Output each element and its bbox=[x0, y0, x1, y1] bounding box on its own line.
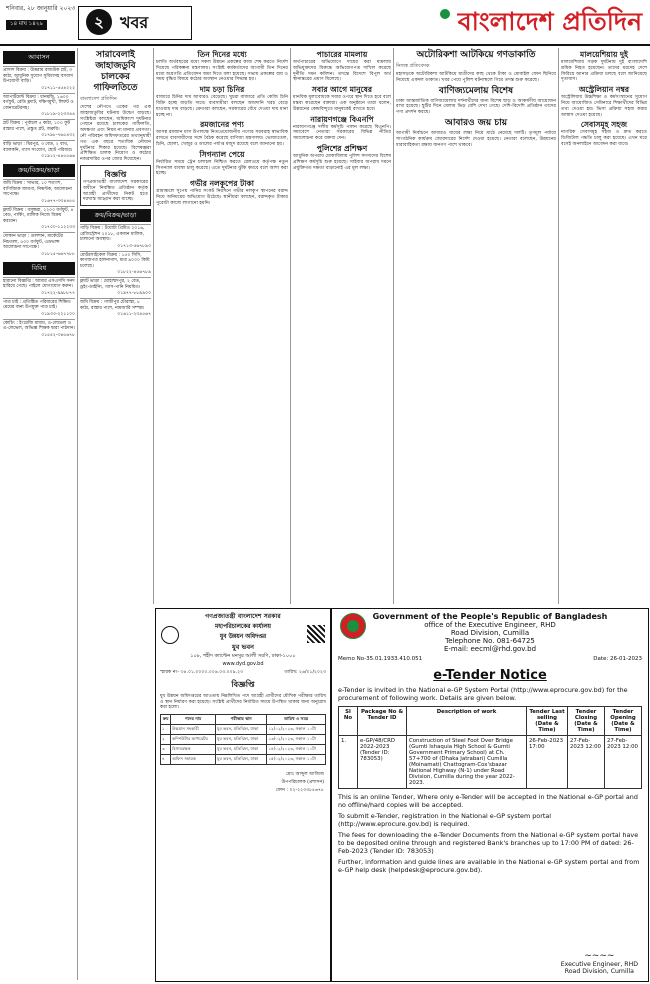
signatory-place: Road Division, Cumilla bbox=[564, 968, 634, 975]
notice-title: বিজ্ঞপ্তি bbox=[104, 169, 127, 179]
notice-paragraph: The fees for downloading the e-Tender Documents from the National e-GP system portal have to be deposited online through and registered Bank's branches up to 17:00 PM of dated: 26-Feb-2023 (Tender ID: 783053) bbox=[338, 831, 639, 855]
classified-ad: প্রাসাদ বিক্রয় : উত্তরায় রাজউক প্লট, ৩ কাঠা, আধুনিক সুযোগ সুবিধাসহ বসবাস উপযোগী বাড়ি। ০১৭১১-৫৫৪২২২ bbox=[3, 68, 75, 91]
notice-paragraph: This is an online Tender, Where only e-Tender will be accepted in the National e-GP portal and no offline/hard copies will be accepted. bbox=[338, 793, 638, 809]
news-column-6 bbox=[561, 48, 647, 604]
news-column-3 bbox=[156, 48, 288, 604]
classified-ad: দোকান ভাড়া : গুলশান, মার্কেটের নিচতলা, ৫০০ বর্গফুট, এডভান্স আলোচনা সাপেক্ষে। ০১৮১৫-৬৬৭৭৮৮ bbox=[3, 234, 75, 257]
notice-paragraph: To submit e-Tender, registration in the National e-GP system portal (http://www.eprocure.gov.bd) is required. bbox=[338, 812, 552, 828]
memo-line bbox=[332, 653, 648, 665]
table-header-row: Sl No Package No & Tender ID Description of work Tender Last selling (Date & Time) Tender Closing (Date & Time) Tender Opening (Date & Time) bbox=[339, 707, 642, 736]
government-seal-icon bbox=[161, 626, 179, 644]
classified-ad: প্লট বিক্রয় : পূর্বাচল ৫ কাঠা, ১০০ ফুট রাস্তার পাশে, প্রস্তুত প্লট, জরুরি। ০১৭৯৮-৭৬৫৪৩২ bbox=[3, 121, 75, 138]
notice-box bbox=[80, 165, 151, 206]
notice-line: Government of the People's Republic of Bangladesh bbox=[372, 612, 608, 621]
notice-title: e-Tender Notice bbox=[433, 668, 547, 683]
article-body: দেশের নৌপথে একের পর এক জাহাজডুবির ঘটনায় উদ্বেগ বাড়ছে। সংশ্লিষ্টরা বলছেন, অধিকাংশ দুর্ঘটনার পেছনে রয়েছে চালকের গাফিলতি, অদক্ষতা এবং নিয়ম না মানার প্রবণতা। নৌ পরিবহন অধিদফতরের তথ্যানুযায়ী গত এক বছরে শতাধিক নৌযান দুর্ঘটনার শিকার হয়েছে। বিশেষজ্ঞরা প্রশিক্ষিত চালক নিয়োগ ও কঠোর নজরদারির ওপর জোর দিয়েছেন। bbox=[80, 105, 151, 163]
news-column-5 bbox=[396, 48, 556, 604]
notice-paragraph: Further, information and guide lines are available in the National e-GP system portal and from e-GP help desk (helpdesk@eprocure.gov.bd). bbox=[338, 858, 640, 874]
notice-email: E-mail: eecml@rhd.gov.bd bbox=[443, 645, 537, 653]
signatory-name: মোঃ আব্দুল আজিজ bbox=[285, 771, 324, 777]
classified-heading: আবাসন bbox=[3, 51, 75, 64]
article-headline: অস্ট্রেলিয়ান নম্বর bbox=[578, 85, 630, 95]
table-row: ২ কম্পিউটার অপারেটর যুব ভবন, মতিঝিল, ঢাকা ১৩/০২/২০২৩, সকাল ১০টা bbox=[161, 734, 326, 744]
notice-intro: e-Tender is invited in the National e-GP System Portal (http://www.eprocure.gov.bd) for the procurement of following work. Details are given below. bbox=[338, 686, 628, 702]
memo-line bbox=[156, 667, 330, 677]
column-divider bbox=[393, 48, 394, 604]
masthead: বাংলাদেশ প্রতিদিন bbox=[457, 7, 642, 36]
article-headline: সারাবেলাই জাহাজডুবি চালকের গাফিলতিতে bbox=[93, 50, 138, 93]
notice-line: Telephone No. 081-64725 bbox=[445, 637, 535, 645]
article-body: বাজারে চিনির দাম আবারও বেড়েছে। খুচরা বাজারে প্রতি কেজি চিনি বিক্রি হচ্ছে বাড়তি দামে। ব্যবসায়ীরা বলছেন আমদানি খরচ বেড়ে যাওয়ায় দাম বাড়ছে। ক্রেতারা বলছেন, সরকারের বেঁধে দেওয়া দাম মানা হচ্ছে না। bbox=[156, 95, 288, 118]
notice-signature bbox=[561, 951, 638, 975]
article-headline: সেবাসমূহ সহজ bbox=[580, 120, 628, 130]
classified-ad: ফ্ল্যাট ভাড়া : মোহাম্মদপুর, ২ বেড, ড্রইং-ডাইনিং, গ্যাস-পানি নিয়মিত। ০১৯৭৭-৮৮৯৯০০ bbox=[80, 279, 151, 297]
article-headline: দাম চড়া চিনির bbox=[199, 85, 245, 95]
table-row: ১ উচ্চমান সহকারী যুব ভবন, মতিঝিল, ঢাকা ১২/০২/২০২৩, সকাল ১০টা bbox=[161, 724, 326, 734]
masthead-logo-icon bbox=[440, 9, 450, 19]
article-headline: সবার আগে মানুষের bbox=[311, 85, 373, 95]
classified-heading: বিবিধ bbox=[3, 262, 75, 275]
etender-notice-ad bbox=[331, 608, 649, 982]
memo-date: Date: 26-01-2023 bbox=[593, 656, 642, 662]
notice-body: যুব উন্নয়ন অধিদপ্তরের আওতায় নিম্নলিখিত পদে আগ্রহী প্রার্থীদের মৌখিক পরীক্ষার তারিখ ও স্থান নির্ধারণ করা হয়েছে। সংশ্লিষ্ট প্রার্থীদের নির্ধারিত সময়ে উপস্থিত থাকার জন্য অনুরোধ করা হলো। bbox=[160, 694, 326, 711]
signature-mark-icon: ~~~~ bbox=[584, 951, 615, 961]
notice-line: office of the Executive Engineer, RHD bbox=[424, 621, 556, 629]
notice-line: যুব উন্নয়ন অধিদপ্তর bbox=[219, 634, 267, 640]
signatory-title: Executive Engineer, RHD bbox=[560, 961, 638, 968]
article-body: আগামী নির্বাচনে আবারও জয়ের লক্ষ্য নিয়ে মাঠে নেমেছে দলটি। তৃণমূল পর্যায়ে সাংগঠনিক কার্যক্রম জোরদারের নির্দেশ দেওয়া হয়েছে। নেতারা বলেছেন, উন্নয়নের ধারাবাহিকতা রক্ষায় জনগণ পাশে থাকবে। bbox=[396, 130, 556, 148]
classified-ad: অ্যাপার্টমেন্ট বিক্রয় : ধানমন্ডি, ১৬০০ বর্গফুট, রেডি ফ্ল্যাট, দক্ষিণমুখী, লিফট ও জেনারেটরসহ। ০১৮১৯-২২৩৩৪৪ bbox=[3, 94, 75, 117]
article-body: মহাসড়কে অটোরিকশা আটকিয়ে যাত্রীদের কাছ থেকে টাকা ও মোবাইল ফোন ছিনিয়ে নিয়েছে একদল ডাকাত। খবর পেয়ে পুলিশ ঘটনাস্থলে গিয়ে তদন্ত শুরু করেছে। bbox=[396, 72, 556, 83]
memo-date: তারিখ: ২৬/০১/২০২৩ bbox=[284, 670, 326, 675]
article-body: অর্থপাচারের অভিযোগে দায়ের করা মামলায় অভিযুক্তদের বিরুদ্ধে অভিযোগপত্র দাখিল করেছে দুর্নীতি দমন কমিশন। তদন্তে বিদেশে বিপুল অর্থ স্থানান্তরের প্রমাণ মিলেছে। bbox=[293, 60, 391, 83]
notice-line: যুব ভবন bbox=[232, 643, 254, 651]
table-row: ৩ হিসাবরক্ষক যুব ভবন, মতিঝিল, ঢাকা ১৪/০২/২০২৩, সকাল ১০টা bbox=[161, 744, 326, 754]
notice-line: মহাপরিচালকের কার্যালয় bbox=[215, 624, 271, 630]
article-headline: রমজানের পণ্য bbox=[200, 120, 244, 130]
classified-ad: জমি বিক্রয় : সাভার, ১০ শতাংশ, বাণিজ্যিক জায়গা, নিষ্কণ্টক, আলোচনা সাপেক্ষে। ০১৬৭৭-৩৩৪৪৫৫ bbox=[3, 181, 75, 204]
article-body: চলতি অর্থবছরের মধ্যে সকল উন্নয়ন প্রকল্পের কাজ শেষ করতে নির্দেশ দিয়েছে পরিকল্পনা মন্ত্রণালয়। সংশ্লিষ্ট কর্মকর্তাদের আগামী তিন দিনের মধ্যে অগ্রগতি প্রতিবেদন জমা দিতে বলা হয়েছে। সভায় প্রকল্পের ব্যয় ও সময় বৃদ্ধির বিষয়ে কঠোর অবস্থান নেওয়ার সিদ্ধান্ত হয়। bbox=[156, 60, 288, 83]
article-body: অস্ট্রেলিয়ায় উচ্চশিক্ষা ও কর্মসংস্থানের সুযোগ নিয়ে আয়োজিত সেমিনারে শিক্ষার্থীদের বিভিন্ন তথ্য দেওয়া হয়। ভিসা প্রক্রিয়া সহজ করার আশ্বাস দেওয়া হয়েছে। bbox=[561, 95, 647, 118]
article-headline: তিন দিনের মধ্যে bbox=[197, 50, 247, 59]
notice-table bbox=[160, 714, 326, 765]
classifieds-column bbox=[3, 48, 75, 980]
classified-ad: পাত্র চাই : প্রতিষ্ঠিত পরিবারের শিক্ষিত মেয়ের জন্য উপযুক্ত পাত্র চাই। ০১৯৩৩-২২১১০০ bbox=[3, 299, 75, 317]
table-row: 1. e-GP/48/CRD 2022-2023 (Tender ID: 783053) Construction of Steel Foot Over Bridge (Gumti Ishaquia High School & Gumti Government Primary School) at Ch. 57+700 of (Dhaka Jatrabari) Cumilla (Moinamati) Chattogram-Cox'sbazar National Highway (N-1) under Road Division, Cumilla during the year 2022-2023. 26-Feb-2023 17:00 27-Feb-2023 12:00 27-Feb-2023 12:00 bbox=[339, 736, 642, 789]
notice-line: Road Division, Cumilla bbox=[450, 629, 530, 637]
article-body: মালয়েশিয়ায় সড়ক দুর্ঘটনায় দুই বাংলাদেশি শ্রমিক নিহত হয়েছেন। তাদের মরদেহ দেশে ফিরিয়ে আনার প্রক্রিয়া চলছে বলে জানিয়েছে দূতাবাস। bbox=[561, 60, 647, 83]
bangladesh-emblem-icon bbox=[340, 613, 366, 639]
article-byline: বাংলাদেশ প্রতিদিন bbox=[80, 96, 117, 102]
column-divider bbox=[77, 48, 78, 980]
classified-ad: মোটরসাইকেল বিক্রয় : ১৫০ সিসি, কাগজপত্র হালনাগাদ, মাত্র ৯০০০ কিমি চলেছে। ০১৮২২-৪৫৬৭৮৯ bbox=[80, 252, 151, 276]
column-divider bbox=[153, 48, 154, 604]
publication-date: শনিবার, ২৮ জানুয়ারি ২০২৩ bbox=[6, 5, 76, 12]
article-headline: পাচারের মামলায় bbox=[316, 50, 368, 59]
classified-ad: ফ্ল্যাট বিক্রয় : বসুন্ধরা, ২২০০ বর্গফুট, ৪ বেড, পার্কিং, মালিক নিজে বিক্রয় করবেন। ০১৭০০-১১২২৩৩ bbox=[3, 207, 75, 230]
classified-ad: গাড়ি বিক্রয় : টয়োটা প্রিমিও ২০১৬, রেজিস্ট্রেশন ২০১৮, একজন মালিক, চালানো অবস্থায়। ০১৭১৩-৫৬৭৮৯০ bbox=[80, 226, 151, 249]
article-headline: গভীর নলকূপের টাকা bbox=[189, 179, 254, 189]
column-divider bbox=[558, 48, 559, 604]
article-headline: আবারও জয় চায় bbox=[444, 117, 508, 128]
notice-website: www.dyd.gov.bd bbox=[222, 661, 264, 667]
signatory-phone: ফোন : ০২-২২৩৩৮৫৬৭৮ bbox=[275, 787, 324, 793]
notice-body: গণপ্রজাতন্ত্রী বাংলাদেশ সরকারের অধীনে নিবন্ধিত প্রতিষ্ঠান কর্তৃক আগ্রহী প্রার্থীদের নিকট হতে দরখাস্ত আহ্বান করা যাচ্ছে। bbox=[83, 179, 148, 203]
news-column-2 bbox=[80, 48, 151, 980]
table-header-row: ক্রম পদের নাম পরীক্ষার স্থান তারিখ ও সময় bbox=[161, 714, 326, 724]
classified-ad: কোচিং : ইংরেজি মাধ্যম, ও-লেভেল ও এ-লেভেল, অভিজ্ঞ শিক্ষক দ্বারা পাঠদান। ০১৫৫২-৩৪৫৬৭৮ bbox=[3, 320, 75, 338]
section-title: খবর bbox=[120, 13, 149, 32]
article-body: ঢাকা আন্তর্জাতিক বাণিজ্যমেলায় দর্শনার্থীদের জন্য বিশেষ ছাড় ও আকর্ষণীয় আয়োজন রাখা হয়েছে। ছুটির দিনে মেলায় ভিড় বেশি দেখা গেছে। দেশি-বিদেশি প্রতিষ্ঠান তাদের পণ্য প্রদর্শন করছে। bbox=[396, 98, 556, 116]
section-number: ২ bbox=[86, 9, 112, 35]
article-body: আসন্ন রমজান মাস উপলক্ষে নিত্যপ্রয়োজনীয় পণ্যের সরবরাহ স্বাভাবিক রাখতে ব্যবসায়ীদের সঙ্গে বৈঠক করেছে বাণিজ্য মন্ত্রণালয়। ভোজ্যতেল, চিনি, ছোলা, খেজুর ও ডালের পর্যাপ্ত মজুদ রয়েছে বলে জানানো হয়। bbox=[156, 130, 288, 147]
classified-ad: হারানো বিজ্ঞপ্তি : আমার এসএসসি সনদ হারিয়ে গেছে। পাইলে যোগাযোগ করুন। ০১৭২২-৯৯৮৮৭৭ bbox=[3, 278, 75, 296]
notice-title: বিজ্ঞপ্তি bbox=[231, 680, 255, 689]
article-body: নাগরিক সেবাসমূহ সহজ ও দ্রুত করতে ডিজিটাল পদ্ধতি চালু করা হয়েছে। এখন ঘরে বসেই অনলাইনে আবেদন করা যাবে। bbox=[561, 130, 647, 147]
classified-ad: বাড়ি ভাড়া : মিরপুর, ৩ বেড, ২ বাথ, ব্যালকনি, গ্যাস সংযোগ, ছোট পরিবার। ০১৯১২-৪৪৫৫৬৬ bbox=[3, 142, 75, 159]
news-column-4 bbox=[293, 48, 391, 604]
memo-number: Memo No-35.01.1933.410.051 bbox=[338, 656, 423, 662]
classified-heading: ক্রয়/বিক্রয়/ভাড়া bbox=[80, 209, 151, 222]
column-divider bbox=[290, 48, 291, 604]
date-tag: ১৪ মাঘ ১৪২৯ bbox=[6, 20, 47, 30]
article-headline: অটোরিকশা আটকিয়ে গণডাকাতি bbox=[416, 50, 536, 60]
memo-number: স্মারক নং- ৩৪.০১.০০০০.০০৬.০৩.০০৯.২৩ bbox=[160, 670, 244, 675]
classified-heading: ক্রয়/বিক্রয়/ভাড়া bbox=[3, 164, 75, 177]
notice-line: ১০৮, শহীদ ক্যাপ্টেন মনসুর আলী সরণি, ঢাকা-১০০০ bbox=[190, 653, 296, 659]
notice-signature bbox=[156, 768, 330, 796]
qr-code-icon bbox=[307, 625, 325, 643]
article-headline: নারায়ণগঞ্জে বিএনপি bbox=[310, 114, 374, 124]
page-header bbox=[0, 0, 650, 46]
article-body: নির্ধারিত সময়ে ট্রেন চলাচল নিশ্চিত করতে রেলওয়ে কর্তৃপক্ষ নতুন সিগন্যাল ব্যবস্থা চালু করেছে। এতে দুর্ঘটনার ঝুঁকি কমবে বলে আশা করা হচ্ছে। bbox=[156, 159, 288, 177]
article-headline: সিগন্যাল পেয়ে bbox=[199, 149, 245, 159]
article-body: গ্রামাঞ্চলে সুপেয় পানির সংকট নিরসনে গভীর নলকূপ স্থাপনের বরাদ্দ নিয়ে অনিয়মের অভিযোগ উঠেছে। স্থানীয়রা বলছেন, বরাদ্দকৃত টাকার পুরোটা কাজে লাগানো হয়নি। bbox=[156, 189, 288, 206]
article-body: মানবিক মূল্যবোধকে সবার ওপরে স্থান দিতে হবে বলে মন্তব্য করেছেন বক্তারা। এক অনুষ্ঠানে তারা বলেন, উন্নয়নের কেন্দ্রবিন্দুতে মানুষকেই রাখতে হবে। bbox=[293, 95, 391, 112]
signatory-title: উপপরিচালক (প্রশাসন) bbox=[281, 779, 324, 785]
article-headline: পুলিশের প্রশিক্ষণ bbox=[316, 143, 368, 153]
classified-ad: জমি বিক্রয় : গাজীপুর চৌরাস্তা, ৮ কাঠা, রাস্তার পাশে, নামজারি সম্পন্ন। ০১৬১১-২৩৪৫৬৭ bbox=[80, 300, 151, 318]
article-body: আধুনিক অপরাধ মোকাবিলায় পুলিশ সদস্যদের বিশেষ প্রশিক্ষণ কর্মসূচি শুরু হয়েছে। সাইবার অপরাধ দমনে প্রযুক্তিগত দক্ষতা বাড়ানোই এর মূল লক্ষ্য। bbox=[293, 153, 391, 171]
notice-line: গণপ্রজাতন্ত্রী বাংলাদেশ সরকার bbox=[205, 613, 281, 620]
table-row: ৪ অফিস সহায়ক যুব ভবন, মতিঝিল, ঢাকা ১৫/০২/২০২৩, সকাল ১০টা bbox=[161, 754, 326, 764]
classified-list bbox=[3, 66, 75, 161]
government-notice-ad bbox=[155, 608, 331, 982]
article-headline: মালয়েশিয়ায় দুই bbox=[580, 50, 628, 59]
article-body: নারায়ণগঞ্জে দলীয় কর্মসূচি পালন করেছে বিএনপি। সমাবেশে নেতারা সরকারের বিভিন্ন নীতির সমালোচনা করে বক্তব্য দেন। bbox=[293, 124, 391, 142]
article-headline: বাণিজ্যমেলায় বিশেষ bbox=[438, 85, 514, 96]
tender-table bbox=[338, 706, 642, 789]
article-byline: নিজস্ব প্রতিবেদক bbox=[396, 63, 430, 69]
